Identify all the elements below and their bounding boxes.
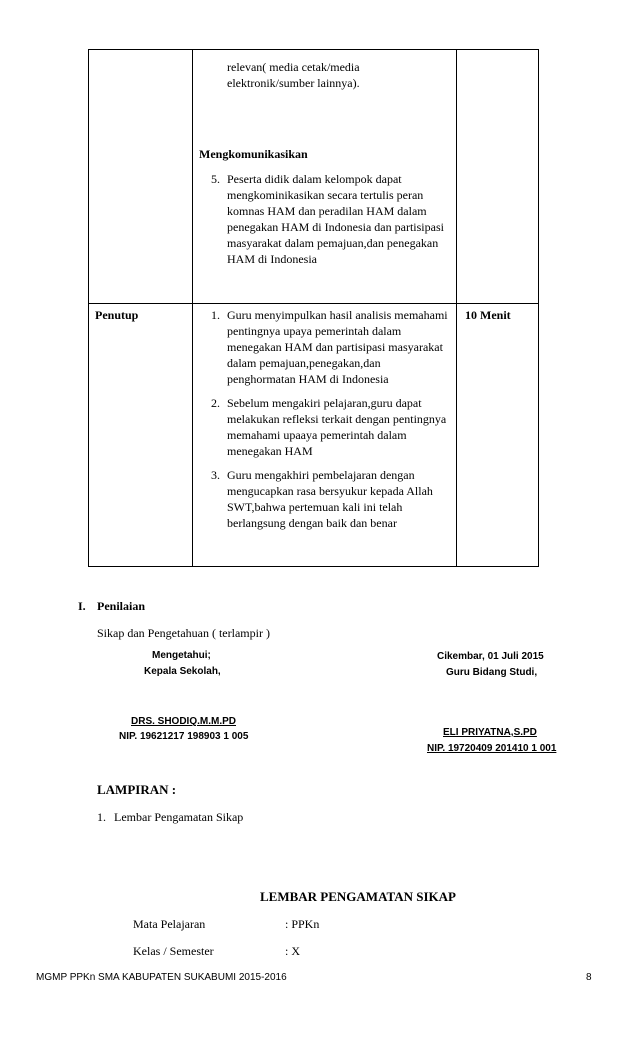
step-text: Guru mengakhiri pembelajaran dengan mengucapkan rasa bersyukur kepada Allah SWT,bahwa pertemuan kali ini telah berlangsung dengan baik dan benar <box>227 468 433 530</box>
left-signature-nip: NIP. 19621217 198903 1 005 <box>119 731 249 742</box>
mengkomunikasikan-heading: Mengkomunikasikan <box>199 147 308 161</box>
list-item <box>193 171 456 267</box>
list-item <box>193 467 456 531</box>
lampiran-title: LAMPIRAN : <box>97 782 177 797</box>
right-signature-nip: NIP. 19720409 201410 1 001 <box>427 743 557 754</box>
sheet-title: LEMBAR PENGAMATAN SIKAP <box>260 889 456 904</box>
section-marker: I. <box>78 599 86 613</box>
page-footer: MGMP PPKn SMA KABUPATEN SUKABUMI 2015-2016 <box>36 972 287 983</box>
lesson-activity-table <box>88 49 539 567</box>
stage-label: Penutup <box>95 308 139 322</box>
lampiran-item-number: 1. <box>97 810 106 824</box>
stage-cell <box>89 304 193 567</box>
duration-label: 10 Menit <box>465 308 511 322</box>
field-label: Kelas / Semester <box>133 944 214 958</box>
lampiran-item-text: Lembar Pengamatan Sikap <box>114 810 244 824</box>
step-text: Peserta didik dalam kelompok dapat mengkominikasikan secara tertulis peran komnas HAM dan peradilan HAM dalam penegakan HAM di Indonesia dan partisipasi masyarakat dalam pemajuan,dan penegakan HAM di Indonesia <box>227 172 444 266</box>
right-signature-date: Cikembar, 01 Juli 2015 <box>437 651 544 662</box>
right-signature-name: ELI PRIYATNA,S.PD <box>443 727 537 738</box>
field-label: Mata Pelajaran <box>133 917 206 931</box>
table-row <box>89 50 539 304</box>
field-value: : X <box>285 944 300 958</box>
step-number: 5. <box>211 172 220 186</box>
activity-cell <box>193 50 457 304</box>
step-text: Guru menyimpulkan hasil analisis memahami pentingnya upaya pemerintah dalam menegakan HAM dan partisipasi masyarakat dalam pemajuan,penegakan,dan penghormatan HAM di Indonesia <box>227 308 448 386</box>
step-number: 1. <box>211 308 220 322</box>
field-value: : PPKn <box>285 917 320 931</box>
continued-text: relevan( media cetak/media elektronik/sumber lainnya). <box>227 60 360 90</box>
duration-cell-empty <box>457 50 539 304</box>
activity-cell <box>193 304 457 567</box>
duration-cell <box>457 304 539 567</box>
list-item <box>193 307 456 387</box>
step-number: 3. <box>211 468 220 482</box>
table-row <box>89 304 539 567</box>
left-signature-greeting: Mengetahui; <box>152 650 211 661</box>
left-signature-name: DRS. SHODIQ.M.M.PD <box>131 716 237 727</box>
list-item <box>193 395 456 459</box>
step-number: 2. <box>211 396 220 410</box>
section-title: Penilaian <box>97 599 146 613</box>
left-signature-role: Kepala Sekolah, <box>144 666 221 677</box>
penilaian-text: Sikap dan Pengetahuan ( terlampir ) <box>97 626 270 640</box>
step-text: Sebelum mengakiri pelajaran,guru dapat melakukan refleksi terkait dengan pentingnya memahami upaaya pemerintah dalam menegakan HAM <box>227 396 447 458</box>
page-number: 8 <box>586 972 592 983</box>
right-signature-role: Guru Bidang Studi, <box>446 667 538 678</box>
